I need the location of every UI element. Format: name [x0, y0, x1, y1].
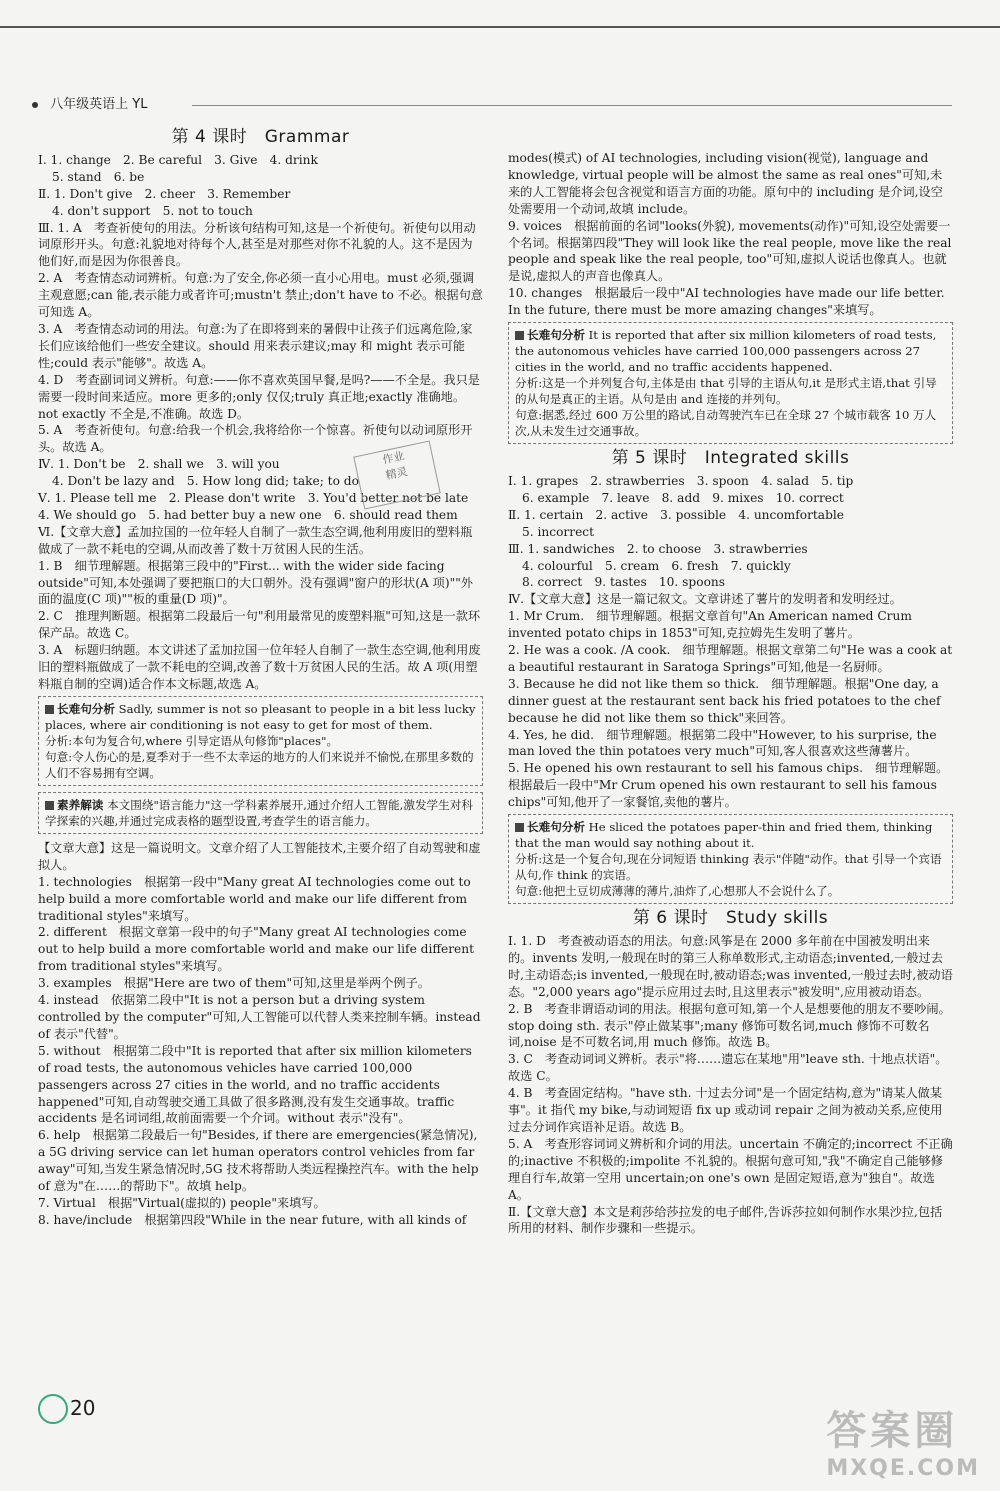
sentence-analysis-box: [508, 814, 953, 904]
answer-line: 4. colourful 5. cream 6. fresh 7. quickly: [522, 558, 791, 573]
box-note: 句意:令人伤心的是,夏季对于一些不太幸运的地方的人们来说并不愉悦,在那里多数的人们不容易拥有空调。: [45, 749, 474, 780]
answer-line: 5. without 根据第二段中"It is reported that after six million kilometers of road tests, the autonomous vehicles have carried 100,000 passengers across 27 cities in the world, and no traffic accidents happened"可知,自动驾驶交通工具做了很多路测,没有发生交通事故。traffic accidents 是名词词组,故前面需要一个介词。without 表示"没有"。: [38, 1043, 472, 1126]
answer-line: 5. incorrect: [522, 524, 595, 539]
answer-line: 5. He opened his own restaurant to sell his famous chips. 细节理解题。根据最后一段中"Mr Crum opened his own restaurant to sell his famous chips"可知,他开了一家餐馆,卖他的薯片。: [508, 761, 949, 810]
answer-line: Ⅱ. 1. certain 2. active 3. possible 4. uncomfortable: [508, 507, 844, 522]
answer-line: Ⅲ. 1. sandwiches 2. to choose 3. strawberries: [508, 541, 808, 556]
answer-line: Ⅰ. 1. grapes 2. strawberries 3. spoon 4. salad 5. tip: [508, 473, 854, 488]
answer-line: 7. Virtual 根据"Virtual(虚拟的) people"来填写。: [38, 1195, 326, 1210]
answer-line: 3. examples 根据"Here are two of them"可知,这里是举两个例子。: [38, 976, 430, 991]
stamp-text: 作业: [381, 449, 406, 467]
box-note: 句意:他把土豆切成薄薄的薄片,油炸了,心想那人不会说什么了。: [515, 884, 840, 899]
literacy-box: [38, 792, 483, 834]
answer-line: 6. help 根据第二段最后一句"Besides, if there are emergencies(紧急情况), a 5G driving service can let human operators control vehicles from far away"可知,当发生紧急情况时,5G 技术将帮助人类远程操控汽车。with the help of 意为"在……的帮助下"。故填 help。: [38, 1128, 479, 1194]
answer-line: 4. instead 依据第二段中"It is not a person but a driving system controlled by the computer"可知,人工智能可以代替人类来控制车辆。instead of 表示"代替"。: [38, 993, 481, 1041]
answer-line: Ⅵ.【文章大意】孟加拉国的一位年轻人自制了一款生态空调,他利用废旧的塑料瓶做成了一款不耗电的空调,从而改善了数十万贫困人民的生活。: [38, 524, 473, 556]
right-column: [508, 150, 953, 1237]
answer-line: Ⅳ.【文章大意】这是一篇记叙文。文章讲述了薯片的发明者和发明经过。: [508, 592, 902, 607]
answer-line: 1. Mr Crum. 细节理解题。根据文章首句"An American named Crum invented potato chips in 1853"可知,克拉姆先生发明了薯片。: [508, 609, 912, 641]
answer-line: Ⅰ. 1. D 考查被动语态的用法。句意:风筝是在 2000 多年前在中国被发明出来的。invents 发明,一般现在时的第三人称单数形式,主动语态;invented,一般过去时,主动语态;is invented,一般现在时,被动语态;was invented,一般过去时,被动语态。"2,000 years ago"提示应用过去时,且这里表示"被发明",应用被动语态。: [508, 934, 953, 999]
answer-line: 2. He was a cook. /A cook. 细节理解题。根据文章第二句"He was a cook at a beautiful restaurant in Saratoga Springs"可知,他是一名厨师。: [508, 643, 953, 674]
box-note: 分析:这是一个复合句,现在分词短语 thinking 表示"伴随"动作。that 引导一个宾语从句,作 think 的宾语。: [515, 852, 942, 883]
answer-line: 4. D 考查副词词义辨析。句意:——你不喜欢英国早餐,是吗?——不全是。我只是需要一段时间来适应。more 更多的;only 仅仅;truly 真正地;exactly 准确地。not exactly 不全是,不准确。故选 D。: [38, 372, 480, 421]
page-footer: [38, 1388, 118, 1428]
box-label: 长难句分析: [515, 328, 585, 342]
left-column: [38, 125, 483, 1229]
answer-line: 4. B 考查固定结构。"have sth. 十过去分词"是一个固定结构,意为"请某人做某事"。it 指代 my bike,与动词短语 fix up 或动词 repair 之间为被动关系,应使用过去分词作宾语补足语。故选 B。: [508, 1086, 943, 1134]
box-label: 素养解读: [45, 798, 103, 812]
stamp-text: 精灵: [384, 464, 409, 483]
answer-line: 5. stand 6. be: [52, 169, 145, 184]
answer-line: 4. don't support 5. not to touch: [52, 203, 253, 218]
page-number: 20: [70, 1396, 96, 1420]
answer-line: Ⅲ. 1. A 考查祈使句的用法。分析该句结构可知,这是一个祈使句。祈使句以用动词原形开头。句意:礼貌地对待每个人,甚至是对那些对你不礼貌的人。这不是因为他们好,而是因为你很善良。: [38, 220, 476, 269]
answer-line: Ⅳ. 1. Don't be 2. shall we 3. will you: [38, 457, 280, 472]
watermark-url: MXQE.COM: [826, 1456, 980, 1481]
answer-line: 1. technologies 根据第一段中"Many great AI technologies come out to help build a more comfortable world and make our life different from traditional styles"来填写。: [38, 874, 471, 923]
answer-line: 2. C 推理判断题。根据第二段最后一句"利用最常见的废塑料瓶"可知,这是一款环保产品。故选 C。: [38, 609, 481, 641]
answer-line: 3. C 考查动词词义辨析。表示"将……遗忘在某地"用"leave sth. 十地点状语"。故选 C。: [508, 1052, 948, 1084]
answer-line: 9. voices 根据前面的名词"looks(外貌), movements(动作)"可知,设空处需要一个名词。根据第四段"They will look like the real people, move like the real people and speak like the real people, too"可知,虚拟人说话也像真人。也就是说,虚拟人的声音也像真人。: [508, 218, 952, 284]
answer-line: 5. A 考查祈使句。句意:给我一个机会,我将给你一个惊喜。祈使句以动词原形开头。故选 A。: [38, 423, 473, 455]
answer-line: modes(模式) of AI technologies, including vision(视觉), language and knowledge, virtual people will be almost the same as real ones"可知,未来的人工智能将会包含视觉和语言方面的功能。原句中的 including 是介词,设空处需要用一个动词,故填 include。: [508, 151, 943, 216]
answer-line: 【文章大意】这是一篇说明文。文章介绍了人工智能技术,主要介绍了自动驾驶和虚拟人。: [38, 840, 481, 872]
box-label: 长难句分析: [45, 702, 115, 716]
lesson-5-title: 第 5 课时 Integrated skills: [611, 448, 850, 469]
answer-line: 2. A 考查情态动词辨析。句意:为了安全,你必须一直小心用电。must 必须,强调主观意愿;can 能,表示能力或者许可;mustn't 禁止;don't have to 不必。根据句意可知选 A。: [38, 271, 483, 320]
box-label: 长难句分析: [515, 820, 585, 834]
box-note: 句意:据悉,经过 600 万公里的路试,自动驾驶汽车已在全球 27 个城市载客 10 万人次,从未发生过交通事故。: [515, 408, 937, 439]
answer-line: Ⅰ. 1. change 2. Be careful 3. Give 4. drink: [38, 152, 318, 167]
answer-line: 5. A 考查形容词词义辨析和介词的用法。uncertain 不确定的;incorrect 不正确的;inactive 不积极的;impolite 不礼貌的。根据句意可知,"我"不确定自己能够修理自行车,故第一空用 uncertain;on one's own 是固定短语,意为"独自"。故选 A。: [508, 1136, 953, 1202]
answer-line: 2. B 考查非谓语动词的用法。根据句意可知,第一个人是想要他的朋友不要吵闹。stop doing sth. 表示"停止做某事";many 修饰可数名词,much 修饰不可数名词,noise 是不可数名词,用 much 修饰。故选 B。: [508, 1001, 951, 1050]
box-text: He sliced the potatoes paper-thin and fried them, thinking that the man would say nothing about it.: [515, 820, 933, 851]
box-note: 分析:这是一个并列复合句,主体是由 that 引导的主语从句,it 是形式主语,that 引导的从句是真正的主语。从句是由 and 连接的并列句。: [515, 376, 937, 407]
answer-line: Ⅴ. 1. Please tell me 2. Please don't write 3. You'd better not be late 4. We should go 5. had better buy a new one 6. should read them: [38, 491, 481, 522]
answer-line: 4. Don't be lazy and 5. How long did; take; to do: [52, 474, 359, 489]
answer-line: Ⅱ.【文章大意】本文是莉莎给莎拉发的电子邮件,告诉莎拉如何制作水果沙拉,包括所用的材料、制作步骤和一些提示。: [508, 1204, 943, 1236]
answer-line: 2. different 根据文章第一段中的句子"Many great AI technologies come out to help build a more comfortable world and make our life different from traditional styles"来填写。: [38, 925, 475, 974]
answer-line: 3. A 标题归纳题。本文讲述了孟加拉国一位年轻人自制了一款生态空调,他利用废旧的塑料瓶做成了一款不耗电的空调,改善了数十万贫困人民的生活。故 A 项(用塑料瓶自制的空调)适合作本文标题,故选 A。: [38, 643, 481, 691]
box-text: Sadly, summer is not so pleasant to people in a bit less lucky places, where air conditioning is not easy to get for most of them.: [45, 701, 476, 732]
header-title: 八年级英语上 YL: [50, 97, 148, 112]
watermark: [826, 1399, 980, 1481]
sentence-analysis-box: [508, 322, 953, 444]
header-rule: [192, 105, 952, 106]
sentence-analysis-box: [38, 696, 483, 786]
answer-line: 1. B 细节理解题。根据第三段中的"First... with the wider side facing outside"可知,本处强调了要把瓶口的大口朝外。没有强调"窗户的形状(A 项)""外面的温度(C 项)""板的重量(D 项)"。: [38, 558, 473, 607]
answer-line: 8. have/include 根据第四段"While in the near future, with all kinds of: [38, 1212, 467, 1227]
lesson-6-title: 第 6 课时 Study skills: [632, 908, 829, 929]
answer-line: 4. Yes, he did. 细节理解题。根据第二段中"However, to his surprise, the man loved the thin potatoes very much"可知,客人很喜欢这些薄薯片。: [508, 727, 937, 759]
answer-line: 3. A 考查情态动词的用法。句意:为了在即将到来的暑假中让孩子们远离危险,家长们应该给他们一些安全建议。should 用来表示建议;may 和 might 表示可能性;could 表示"能够"。故选 A。: [38, 321, 473, 370]
bullet-icon: [32, 102, 38, 108]
box-text: It is reported that after six million kilometers of road tests, the autonomous vehicles have carried 100,000 passengers across 27 cities in the world, and no traffic accidents happened.: [515, 328, 937, 375]
box-note: 分析:本句为复合句,where 引导定语从句修饰"places"。: [45, 733, 339, 748]
answer-line: 6. example 7. leave 8. add 9. mixes 10. correct: [522, 490, 844, 505]
running-header: [32, 93, 952, 115]
lesson-4-title: 第 4 课时 Grammar: [171, 127, 350, 147]
answer-line: 10. changes 根据最后一段中"AI technologies have made our life better. In the future, there must be more amazing changes"来填写。: [508, 286, 945, 318]
answer-line: 3. Because he did not like them so thick. 细节理解题。根据"One day, a dinner guest at the restaurant sent back his fried potatoes to the chef because he did not like them so thick"来回答。: [508, 676, 941, 725]
watermark-logo: 答案圈: [826, 1408, 959, 1454]
answer-line: Ⅱ. 1. Don't give 2. cheer 3. Remember: [38, 186, 291, 201]
top-edge: [0, 0, 1000, 28]
answer-line: 8. correct 9. tastes 10. spoons: [522, 575, 726, 590]
box-text: 本文围绕"语言能力"这一学科素养展开,通过介绍人工智能,激发学生对科学探索的兴趣,并通过完成表格的题型设置,考查学生的语言能力。: [45, 797, 473, 828]
dolphin-logo-icon: [38, 1394, 68, 1424]
